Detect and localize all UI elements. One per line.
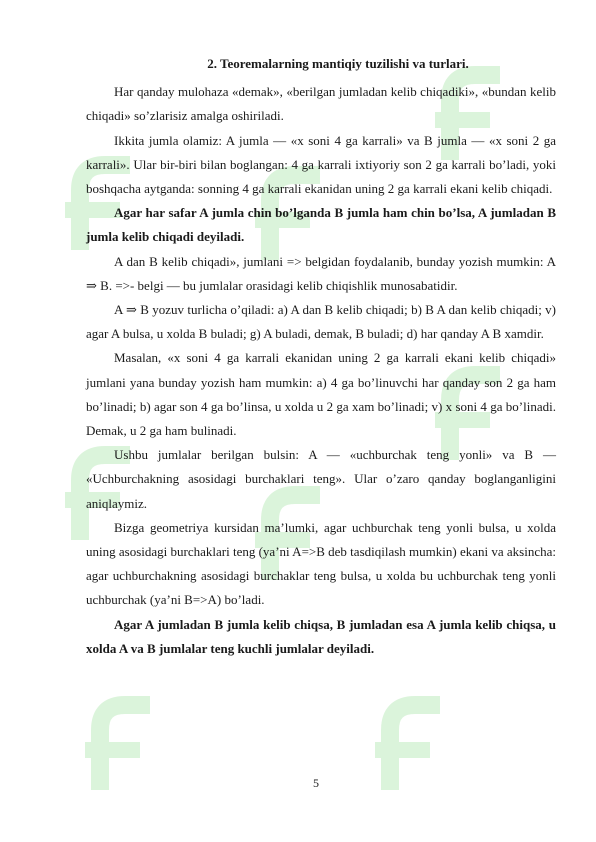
paragraph: Har qanday mulohaza «demak», «berilgan jumladan kelib chiqadiki», «bundan kelib chiqadi» so’zlarisiz amalga oshiriladi. — [86, 84, 556, 124]
paragraph: Ikkita jumla olamiz: A jumla — «x soni 4 ga karrali» va B jumla — «x soni 2 ga karrali». Ular bir-biri bilan boglangan: 4 ga karrali ixtiyoriy son 2 ga karrali bo’ladi, yoki boshqacha aytganda: sonning 4 ga karrali ekanidan uning 2 ga karrali ekani kelib chiqadi. — [86, 132, 556, 197]
section-heading: 2. Teoremalarning mantiqiy tuzilishi va turlari. — [207, 56, 469, 71]
paragraph: A ⇒ B yozuv turlicha o’qiladi: a) A dan B kelib chiqadi; b) B A dan kelib chiqadi; v) agar A bulsa, u xolda B buladi; g) A buladi, demak, B buladi; d) har qanday A B xamdir. — [86, 302, 556, 342]
paragraph: Bizga geometriya kursidan ma’lumki, agar uchburchak teng yonli bulsa, u xolda uning asosidagi burchaklari teng (ya’ni A=>B deb tasdiqilash mumkin) ekani va aksincha: agar uchburchakning asosidagi burchaklar teng bulsa, u xolda bu uchburchak teng yonli uchburchak (ya’ni B=>A) bo’ladi. — [86, 519, 556, 608]
definition-paragraph: Agar har safar A jumla chin bo’lganda B jumla ham chin bo’lsa, A jumladan B jumla kelib chiqadi deyiladi. — [86, 205, 556, 245]
paragraph: A dan B kelib chiqadi», jumlani => belgidan foydalanib, bunday yozish mumkin: A ⇒ B. =>- belgi — bu jumlalar orasidagi kelib chiqishlik munosabatidir. — [86, 253, 556, 293]
document-body — [86, 52, 556, 661]
page-number: 5 — [313, 776, 319, 790]
definition-paragraph: Agar A jumladan B jumla kelib chiqsa, B jumladan esa A jumla kelib chiqsa, u xolda A va B jumlalar teng kuchli jumlalar deyiladi. — [86, 616, 556, 656]
paragraph: Masalan, «x soni 4 ga karrali ekanidan uning 2 ga karrali ekani kelib chiqadi» jumlani yana bunday yozish ham mumkin: a) 4 ga bo’linuvchi har qanday son 2 ga ham bo’linadi; b) agar son 4 ga bo’linsa, u xolda u 2 ga xam bo’linadi; v) x soni 4 ga bo’linadi. Demak, u 2 ga ham bulinadi. — [86, 350, 556, 439]
paragraph: Ushbu jumlalar berilgan bulsin: A — «uchburchak teng yonli» va B — «Uchburchakning asosidagi burchaklari teng». Ular o’zaro qanday boglanganligini aniqlaymiz. — [86, 447, 556, 511]
